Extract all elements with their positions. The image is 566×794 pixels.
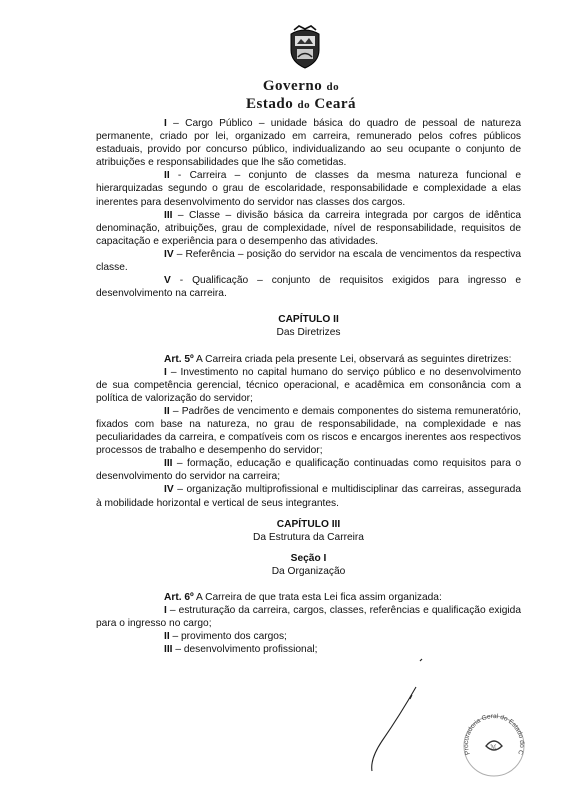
chapter-title: CAPÍTULO II	[278, 314, 339, 326]
list-item: III – formação, educação e qualificação continuadas como requisitos para o desenvolvimento do servidor na carreira;	[96, 458, 521, 483]
section-subtitle: Da Organização	[271, 565, 346, 577]
list-item: II – Padrões de vencimento e demais componentes do sistema remuneratório, fixados com base na natureza, no grau de responsabilidade, na complexidade e nas peculiaridades da carreira, e compatíveis com os riscos e encargos inerentes aos respectivos processos de trabalho e desempenho do servidor;	[96, 405, 521, 457]
header-line-2: Estado do Ceará	[246, 96, 356, 112]
official-stamp	[458, 708, 530, 780]
list-item: II - Carreira – conjunto de classes da mesma natureza funcional e hierarquizadas segundo o grau de escolaridade, responsabilidade e complexidade a elas inerentes para desenvolvimento do servidor nas classes dos cargos.	[96, 170, 521, 208]
document-body	[96, 117, 521, 656]
list-item: III – Classe – divisão básica da carreira integrada por cargos de idêntica denominação, atribuições, grau de complexidade, nível de responsabilidade, requisitos de capacitação e experiência para o desempenho das atividades.	[96, 209, 521, 247]
chapter-subtitle: Das Diretrizes	[276, 327, 341, 339]
svg-text:Procuradoria Geral do Estado d: Procuradoria Geral do Estado do C	[462, 712, 526, 756]
handwritten-signature	[360, 655, 450, 775]
article-6: Art. 6º A Carreira de que trata esta Lei fica assim organizada:	[164, 592, 442, 603]
list-item: II – provimento dos cargos;	[164, 631, 287, 643]
guidelines-list	[96, 366, 521, 510]
list-item: III – desenvolvimento profissional;	[164, 644, 318, 656]
section-title: Seção I	[290, 552, 327, 564]
chapter-title: CAPÍTULO III	[276, 518, 341, 530]
svg-text:ℳ: ℳ	[490, 745, 497, 751]
list-item: IV – Referência – posição do servidor na escala de vencimentos da respectiva classe.	[96, 248, 521, 274]
organization-list	[96, 604, 521, 656]
list-item: I – Investimento no capital humano do serviço público e no desenvolvimento de sua competência gerencial, técnico operacional, e acadêmica em consonância com a política de valorização do servidor;	[96, 366, 521, 404]
article-5: Art. 5º A Carreira criada pela presente Lei, observará as seguintes diretrizes:	[164, 353, 512, 365]
chapter-subtitle: Da Estrutura da Carreira	[253, 531, 364, 543]
definitions-list	[96, 117, 521, 300]
list-item: I – estruturação da carreira, cargos, classes, referências e qualificação exigida para o ingresso no cargo;	[96, 605, 521, 630]
list-item: IV – organização multiprofissional e multidisciplinar das carreiras, assegurada à mobilidade horizontal e vertical de seus integrantes.	[96, 484, 521, 509]
list-item: I – Cargo Público – unidade básica do quadro de pessoal de natureza permanente, criado por lei, organizado em carreira, remunerado pelos cofres públicos estaduais, provido por concurso público, individualizando ao seu ocupante o conjunto de atribuições e responsabilidades que lhe são cometidas.	[96, 118, 521, 169]
state-coat-of-arms-icon	[285, 24, 325, 70]
list-item: V - Qualificação – conjunto de requisitos exigidos para ingresso e desenvolvimento na carreira.	[96, 275, 521, 300]
header-line-1: Governo do	[262, 78, 340, 94]
